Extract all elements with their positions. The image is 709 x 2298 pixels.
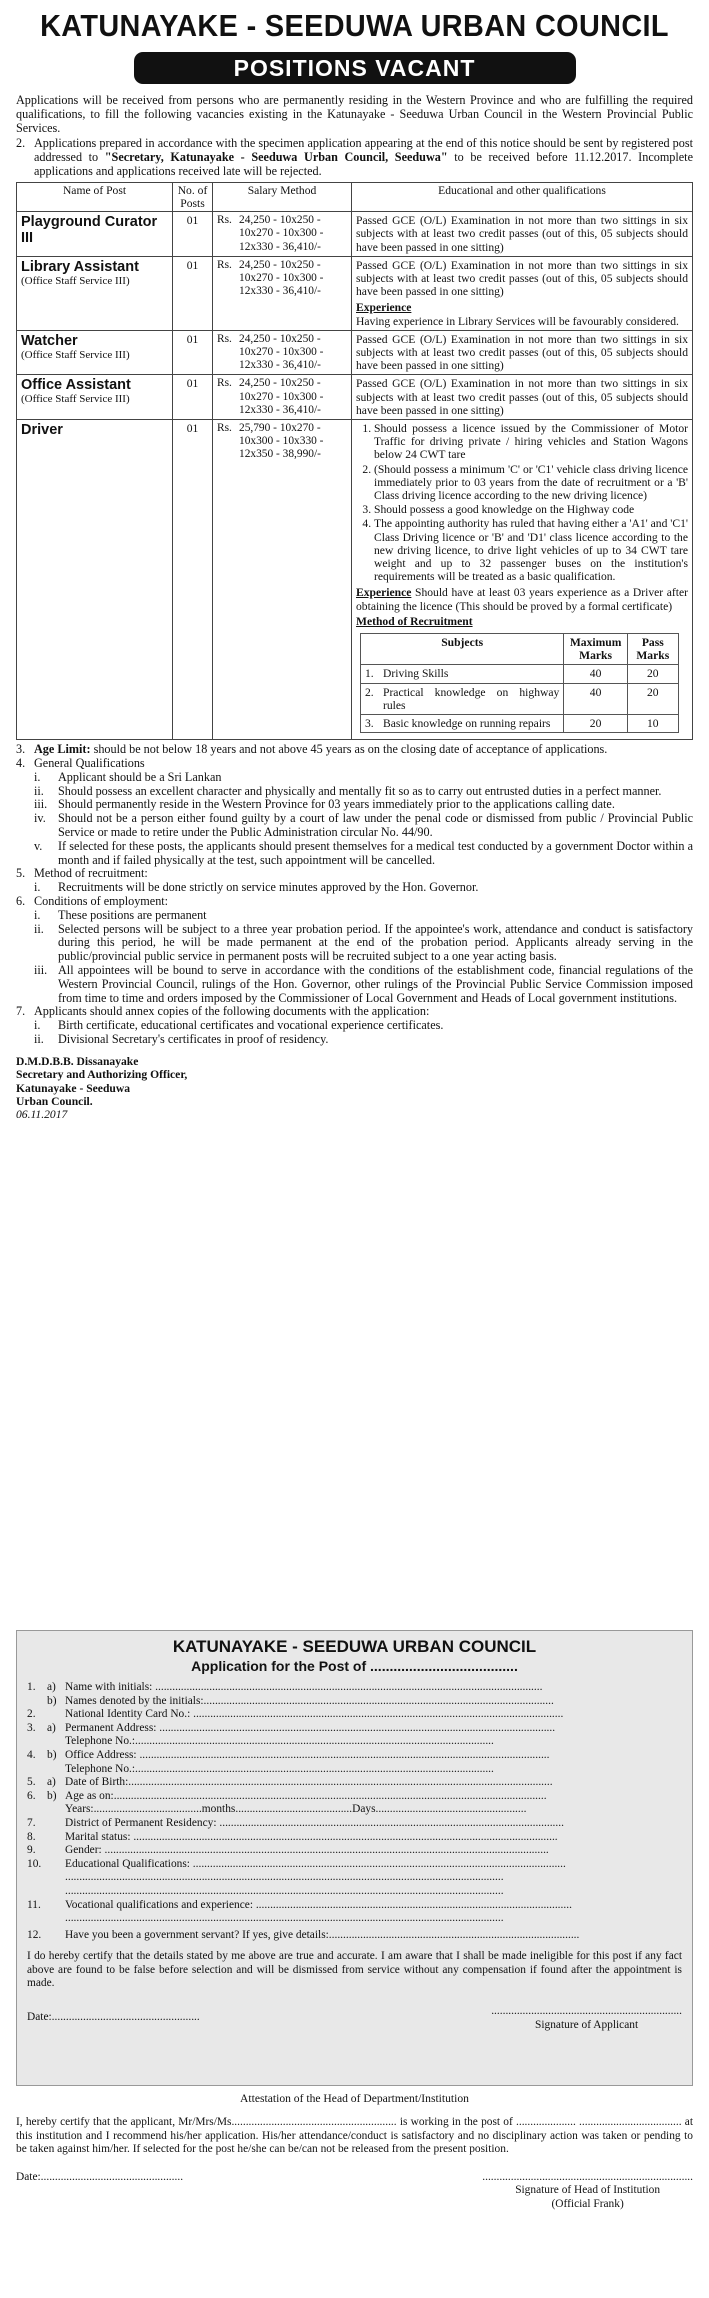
specimen-application-form — [16, 1630, 693, 2086]
applicant-date-field: Date:.................................................... — [27, 2011, 200, 2024]
form-fields — [27, 1681, 682, 1942]
list-item: i. Recruitments will be done strictly on service minutes approved by the Hon. Governor. — [34, 880, 479, 895]
intro-paragraph: Applications will be received from persons who are permanently residing in the Western Province and who are fulfilling the required qualifications, to fill the following vacancies existing in the Katunayake - Seeduwa Urban Council in the Western Provincial Public Services. — [16, 93, 693, 135]
marks-subject: Basic knowledge on running repairs — [383, 717, 551, 731]
table-row — [17, 256, 693, 330]
post-name: Office Assistant — [21, 377, 131, 394]
post-count: 01 — [173, 420, 213, 740]
table-row: 2. Practical knowledge on highway rules 40 20 — [361, 683, 679, 714]
form-field: 6. b) Age as on:........................................................................................................................................................ — [27, 1789, 547, 1802]
method-of-recruitment-label: Method of Recruitment — [356, 614, 473, 628]
section-title: General Qualifications — [34, 756, 145, 771]
section-documents: 7. Applicants should annex copies of the following documents with the application: — [16, 1005, 693, 1019]
form-field: 10. Educational Qualifications: ................................................................................................................................... — [27, 1857, 566, 1870]
head-signature-line: .......................................................................... — [482, 2170, 693, 2183]
notice-date: 06.11.2017 — [16, 1108, 68, 1122]
list-item: 1. Should possess a licence issued by the Commissioner of Motor Traffic for driving private / hiring vehicles and Station Wagons below 24 CWT tare — [374, 422, 688, 462]
post-count: 01 — [173, 330, 213, 375]
header-salary-method: Salary Method — [213, 182, 352, 211]
qualification-text: Passed GCE (O/L) Examination in not more than two sittings in six subjects with at least two credit passes (out of this, 05 subjects should have been passed in one sitting) — [352, 212, 693, 257]
form-title: KATUNAYAKE - SEEDUWA URBAN COUNCIL — [172, 1637, 537, 1656]
table-row — [17, 330, 693, 375]
form-field: Years:......................................months.........................................Days..................................................... — [65, 1803, 527, 1816]
marks-max: 40 — [564, 665, 628, 683]
table-row — [17, 212, 693, 257]
table-row: 1. Driving Skills 40 20 — [361, 665, 679, 683]
form-field: .......................................................................................................................................................... — [65, 1884, 504, 1897]
list-item: 3. Should possess a good knowledge on the Highway code — [374, 503, 688, 516]
section-title: Conditions of employment: — [34, 894, 169, 909]
list-item: ii. Divisional Secretary's certificates in proof of residency. — [34, 1032, 329, 1047]
applicant-signature-row — [27, 2005, 682, 2032]
post-count: 01 — [173, 212, 213, 257]
list-item: v. If selected for these posts, the applicants should present themselves for a medical test conducted by a government Doctor within a month and if failed physically at the test, such appointment will be cancelled. — [34, 838, 693, 867]
item-2-number: 2. — [16, 136, 26, 151]
positions-table — [16, 182, 693, 741]
experience-text: Having experience in Library Services will be favourably considered. — [356, 314, 679, 328]
form-field: 7. District of Permanent Residency: ......................................................................................................................... — [27, 1816, 564, 1829]
post-service: (Office Staff Service III) — [21, 274, 130, 287]
marks-pass: 10 — [627, 715, 678, 733]
signatory-block — [16, 1055, 693, 1122]
experience-label: Experience — [356, 301, 412, 315]
section-title: Applicants should annex copies of the following documents with the application: — [34, 1004, 430, 1019]
list-item: iii. All appointees will be bound to serve in accordance with the conditions of the establishment code, financial regulations of the Western Provincial Council, rulings of the Hon. Governor, other rulings of the Provincial Public Service Commission imposed from time to time and orders imposed by the Commissioner of Local Government and Heads of Local government institutions. — [34, 963, 693, 1005]
form-field: 12. Have you been a government servant? If yes, give details:........................................................................................ — [27, 1928, 580, 1941]
form-field: Telephone No.:.............................................................................................................................. — [65, 1735, 494, 1748]
post-count: 01 — [173, 375, 213, 420]
marks-header-maximum: Maximum Marks — [564, 634, 628, 665]
driver-experience-text: Should have at least 03 years experience as a Driver after obtaining the licence (This should be proved by a formal certificate) — [356, 586, 688, 613]
table-row — [17, 375, 693, 420]
driver-requirements-list — [356, 422, 688, 583]
attestation-signature-row — [16, 2171, 693, 2212]
salary-scale: Rs. 24,250 - 10x250 - 10x270 - 10x300 - 12x330 - 36,410/- — [213, 256, 352, 330]
table-row — [17, 420, 693, 740]
age-limit-label: Age Limit: — [34, 742, 91, 757]
salary-scale: Rs. 25,790 - 10x270 - 10x300 - 10x330 - 12x350 - 38,990/- — [213, 420, 352, 740]
section-conditions-of-employment: 6. Conditions of employment: — [16, 895, 693, 909]
list-item: iii. Should permanently reside in the Western Province for 03 years immediately prior to the applications calling date. — [34, 797, 615, 812]
applicant-signature-line: ................................................................... — [491, 2005, 682, 2018]
application-address: "Secretary, Katunayake - Seeduwa Urban Council, Seeduwa" — [104, 150, 448, 165]
qualification-text: Passed GCE (O/L) Examination in not more than two sittings in six subjects with at least two credit passes (out of this, 05 subjects should have been passed in one sitting) — [352, 330, 693, 375]
header-no-of-posts: No. of Posts — [173, 182, 213, 211]
driver-experience-label: Experience — [356, 586, 412, 600]
applicant-declaration: I do hereby certify that the details stated by me above are true and accurate. I am aware that I shall be made ineligible for this post if any fact above are found to be false before selection and will be dismissed from service without any compensation if found after the appointment is made. — [27, 1950, 682, 1990]
positions-table-header — [17, 182, 693, 211]
salary-scale: Rs. 24,250 - 10x250 - 10x270 - 10x300 - 12x330 - 36,410/- — [213, 375, 352, 420]
list-item: iv. Should not be a person either found guilty by a court of law under the penal code or dismissed from public / Provincial Public Service or made to retire under the Public Administration circular No. 44/90. — [34, 811, 693, 840]
form-field: Telephone No.:.............................................................................................................................. — [65, 1762, 494, 1775]
attestation-title: Attestation of the Head of Department/Institution — [240, 2092, 469, 2105]
section-general-qualifications: 4. General Qualifications — [16, 757, 693, 771]
signatory-name: D.M.D.B.B. Dissanayake — [16, 1054, 139, 1068]
post-name: Watcher — [21, 332, 78, 349]
marks-subject: Driving Skills — [383, 667, 449, 681]
list-item: 4. The appointing authority has ruled that having either a 'A1' and 'C1' Class Driving licence or 'B' and 'D1' class licence according to the new driving licence, to drive light vehicles of up to 34 CWT tare weight and up to 32 passenger buses on the institution's requirements will be treated as a basic qualification. — [374, 517, 688, 583]
marks-header-subjects: Subjects — [361, 634, 564, 665]
driver-qualification-cell — [352, 420, 693, 740]
qualification-text: Passed GCE (O/L) Examination in not more than two sittings in six subjects with at least two credit passes (out of this, 05 subjects should have been passed in one sitting) — [352, 375, 693, 420]
form-field: 5. a) Date of Birth:..................................................................................................................................................... — [27, 1776, 553, 1789]
salary-scale: Rs. 24,250 - 10x250 - 10x270 - 10x300 - 12x330 - 36,410/- — [213, 212, 352, 257]
list-item: ii. Selected persons will be subject to a three year probation period. If the appointee's work, attendance and conduct is satisfactory during this period, he will be made permanent at the end of the probation period. Applicants already serving in the public/provincial public service in permanent posts will be recruited subject to a one year acting basis. — [34, 921, 693, 964]
form-field: 2. National Identity Card No.: .................................................................................................................................. — [27, 1708, 564, 1721]
form-field: b) Names denoted by the initials:........................................................................................................................... — [47, 1694, 554, 1707]
marks-header-pass: Pass Marks — [627, 634, 678, 665]
post-service: (Office Staff Service III) — [21, 393, 130, 406]
section-age-limit: 3. Age Limit: should be not below 18 years and not above 45 years as on the closing date of acceptance of applications. — [16, 742, 608, 757]
section-title: Method of recruitment: — [34, 866, 148, 881]
form-field: 4. b) Office Address: ................................................................................................................................................ — [27, 1748, 550, 1761]
attestation-date-field: Date:.................................................. — [16, 2170, 184, 2183]
signatory-title: Secretary and Authorizing Officer, — [16, 1068, 188, 1082]
post-service: (Office Staff Service III) — [21, 348, 130, 361]
salary-scale: Rs. 24,250 - 10x250 - 10x270 - 10x300 - 12x330 - 36,410/- — [213, 330, 352, 375]
item-2 — [16, 137, 693, 178]
driver-experience — [356, 586, 688, 612]
form-subtitle: Application for the Post of ...................................... — [191, 1658, 518, 1674]
form-field: .......................................................................................................................................................... — [65, 1912, 504, 1925]
form-field: .......................................................................................................................................................... — [65, 1871, 504, 1884]
marks-pass: 20 — [627, 683, 678, 714]
list-item: 2. (Should possess a minimum 'C' or 'C1' vehicle class driving licence immediately prior to 03 years from the date of recruitment or a 'B' Class driving licence according to the new driving licence) — [374, 463, 688, 503]
attestation-body: I, hereby certify that the applicant, Mr/Mrs/Ms.......................................................... is working in the post of ..................... .................................... at this institution and I recommend his/her application. His/her attendance/conduct is satisfactory and no disciplinary action was taken or pending to be taken against him/her. If selected for the post he/she can be/can not be released from the present position. — [16, 2116, 693, 2156]
section-method-of-recruitment: 5. Method of recruitment: — [16, 867, 693, 881]
header-name-of-post: Name of Post — [17, 182, 173, 211]
marks-subject: Practical knowledge on highway rules — [383, 685, 560, 712]
attestation-section — [16, 2092, 693, 2212]
list-item: i. These positions are permanent — [34, 907, 207, 922]
form-field: 1. a) Name with initials: ........................................................................................................................................ — [27, 1681, 543, 1693]
marks-max: 20 — [564, 715, 628, 733]
signatory-org-2: Urban Council. — [16, 1095, 93, 1109]
marks-table-header — [361, 634, 679, 665]
official-frank-label: (Official Frank) — [551, 2197, 624, 2210]
item-2-text: Applications prepared in accordance with the specimen application appearing at the end of this notice should be sent by registered post addressed to "Secretary, Katunayake - Seeduwa Urban Council, Seeduwa" to be received before 11.12.2017. Incomplete applications and applications received late will be rejected. — [34, 136, 693, 178]
post-name: Driver — [21, 422, 63, 439]
form-field: 3. a) Permanent Address: ........................................................................................................................................... — [27, 1721, 556, 1734]
table-row: 3. Basic knowledge on running repairs 20 10 — [361, 715, 679, 733]
positions-vacant-banner: POSITIONS VACANT — [134, 52, 576, 84]
marks-pass: 20 — [627, 665, 678, 683]
form-field: 11. Vocational qualifications and experience: ............................................................................................................... — [27, 1898, 572, 1911]
qualification-text: Passed GCE (O/L) Examination in not more than two sittings in six subjects with at least two credit passes (out of this, 05 subjects should have been passed in one sitting) — [356, 258, 688, 299]
list-item: i. Applicant should be a Sri Lankan — [34, 769, 222, 784]
marks-table — [360, 633, 679, 733]
applicant-signature-label: Signature of Applicant — [535, 2018, 639, 2031]
post-name: Playground Curator III — [21, 214, 158, 247]
list-item: ii. Should possess an excellent character and physically and mentally fit so as to carry out entrusted duties in a perfect manner. — [34, 783, 662, 798]
form-field: 9. Gender: ............................................................................................................................................................ — [27, 1844, 549, 1857]
list-item: i. Birth certificate, educational certificates and vocational experience certificates. — [34, 1018, 444, 1033]
council-title: KATUNAYAKE - SEEDUWA URBAN COUNCIL — [40, 8, 669, 43]
head-signature-label: Signature of Head of Institution — [515, 2184, 661, 2197]
form-field: 8. Marital status: ..................................................................................................................................................... — [27, 1830, 558, 1843]
age-limit-text: should be not below 18 years and not above 45 years as on the closing date of acceptance of applications. — [90, 742, 608, 757]
post-name: Library Assistant — [21, 258, 139, 275]
qualification-cell — [352, 256, 693, 330]
post-count: 01 — [173, 256, 213, 330]
marks-max: 40 — [564, 683, 628, 714]
header-qualifications: Educational and other qualifications — [352, 182, 693, 211]
signatory-org: Katunayake - Seeduwa — [16, 1081, 131, 1095]
